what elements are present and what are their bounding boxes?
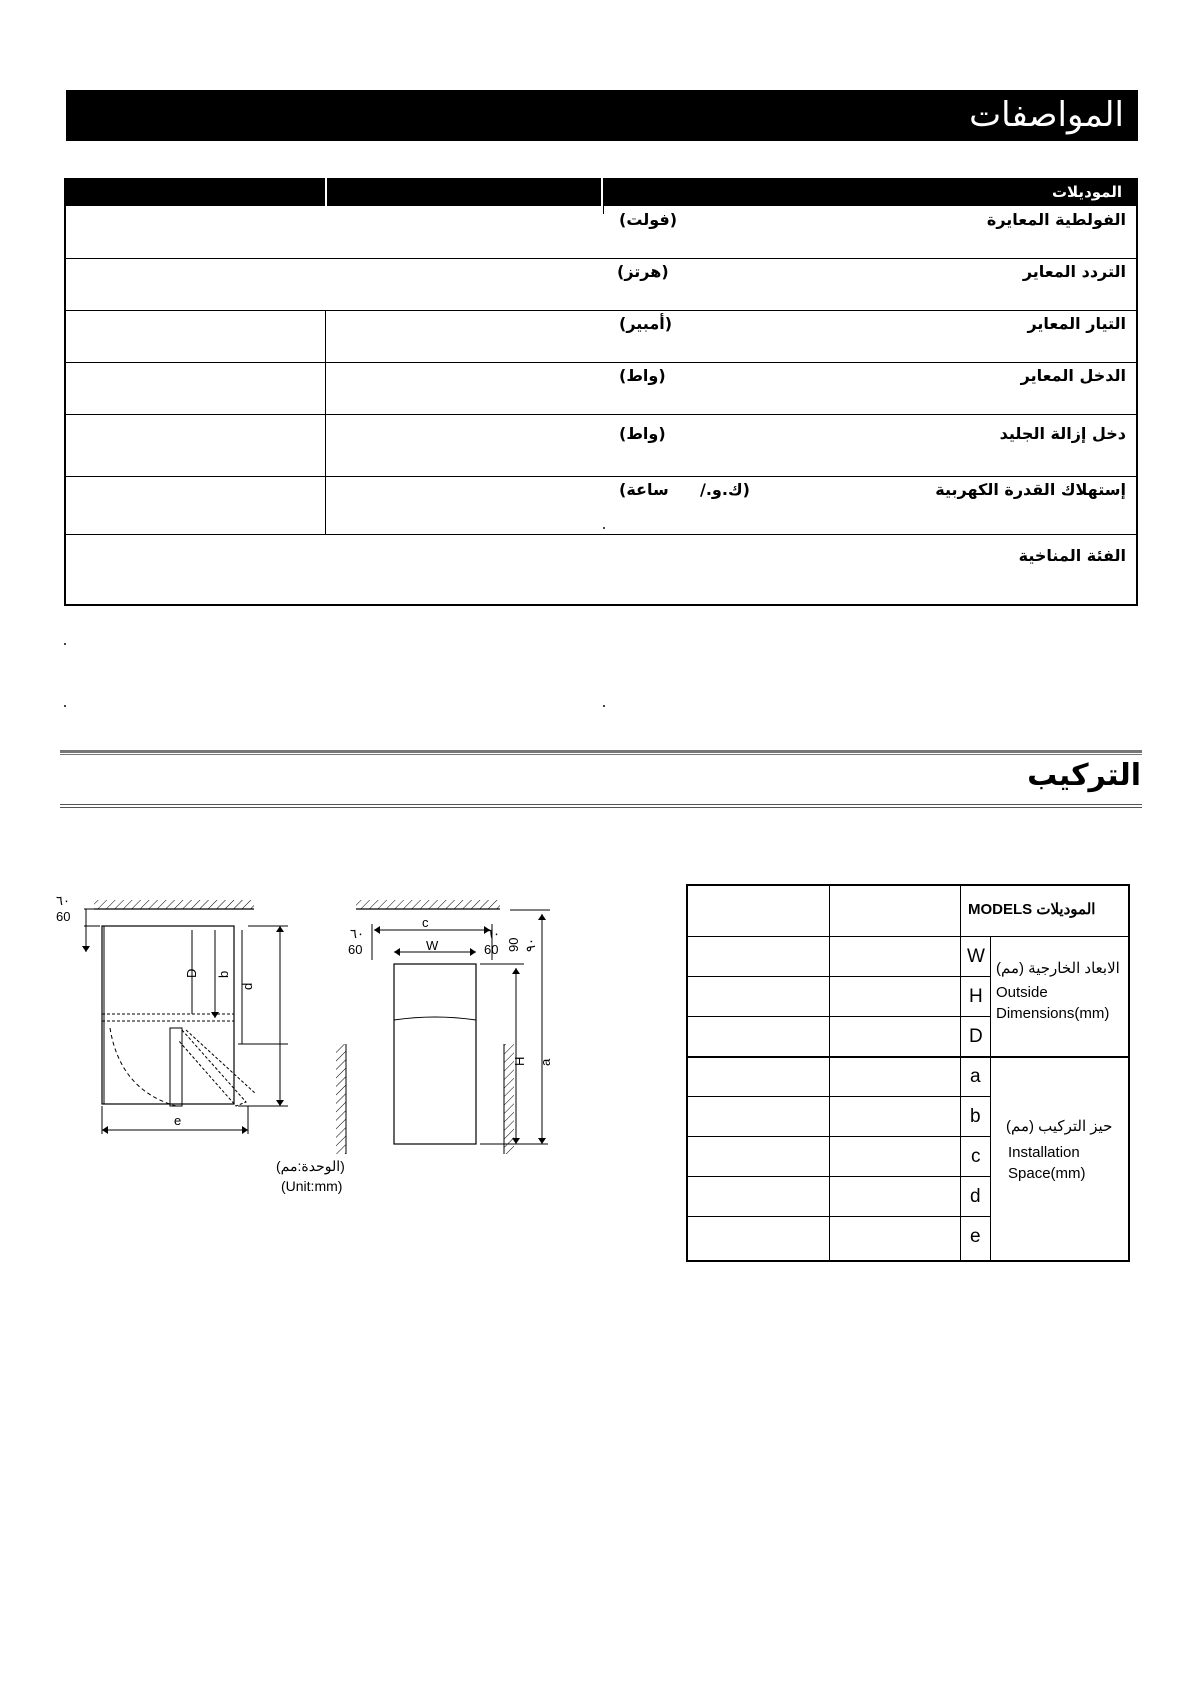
row-rated-input-label: الدخل المعاير [1020,366,1126,385]
front-right-ar: ٦٠ [486,926,500,941]
row-rated-current-label: التيار المعاير [1027,314,1126,333]
install-rule-bottom [60,804,1142,805]
row-power-consumption-unit-kwh: (ك.و./ [700,480,750,499]
unit-note-en: (Unit:mm) [281,1178,343,1194]
row-rated-voltage-unit: (فولت) [619,210,678,229]
dim-a: a [538,1058,553,1066]
dim-c: c [422,915,429,930]
row-rated-frequency-label: التردد المعاير [1022,262,1126,281]
row-rated-voltage-label: الفولطية المعايرة [986,210,1126,229]
dim-d: d [240,982,255,990]
dim-H-front: H [512,1056,527,1066]
side-view-diagram [56,893,288,1134]
front-view-diagram [336,900,553,1154]
row-power-consumption-label: إستهلاك القدرة الكهربية [935,480,1126,499]
unit-note-ar: (الوحدة:مم) [276,1158,345,1174]
dim-D-side: D [184,968,199,978]
install-ar: حيز التركيب (مم) [1006,1118,1113,1135]
models-dimensions-table [686,884,1130,1262]
models-header: MODELS الموديلات [968,901,1096,918]
install-rule-top [60,750,1142,753]
specs-title-bar [66,90,1138,141]
row-power-consumption-unit-hour: ساعة) [619,480,669,499]
row-defrost-input-label: دخل إزالة الجليد [999,424,1126,443]
specs-title: المواصفات [969,95,1124,135]
front-top-en: 90 [506,937,521,952]
front-left-ar: ٦٠ [350,926,364,941]
specs-table [64,178,1138,606]
outside-ar: الابعاد الخارجية (مم) [996,960,1120,977]
front-left-en: 60 [348,942,363,957]
dim-b: b [216,970,231,978]
letter-H: H [969,986,983,1007]
outside-en-1: Outside [996,984,1048,1001]
row-rated-frequency-unit: (هرتز) [617,262,669,281]
specs-table-header [66,178,1136,206]
install-title: التركيب [1027,758,1141,793]
row-climate-class-label: الفئة المناخية [1018,546,1126,565]
row-rated-input-unit: (واط) [619,366,666,385]
install-en-1: Installation [1008,1144,1080,1161]
letter-W: W [967,946,985,967]
row-rated-current-unit: (أمبير) [619,314,673,333]
letter-b: b [970,1106,981,1127]
dim-e: e [174,1113,182,1128]
install-en-2: Space(mm) [1008,1165,1086,1182]
side-top-en: 60 [56,909,71,924]
front-top-ar: ٩٠ [523,938,538,952]
letter-d: d [970,1186,981,1207]
letter-a: a [970,1066,981,1087]
row-defrost-input-unit: (واط) [619,424,666,443]
outside-en-2: Dimensions(mm) [996,1005,1110,1022]
side-top-ar: ٦٠ [56,893,70,908]
letter-D: D [969,1026,983,1047]
front-right-en: 60 [484,942,499,957]
letter-c: c [971,1146,981,1167]
models-label: الموديلات [1051,183,1122,201]
installation-diagram [50,880,590,1200]
letter-e: e [970,1226,981,1247]
dim-W-front: W [426,938,439,953]
